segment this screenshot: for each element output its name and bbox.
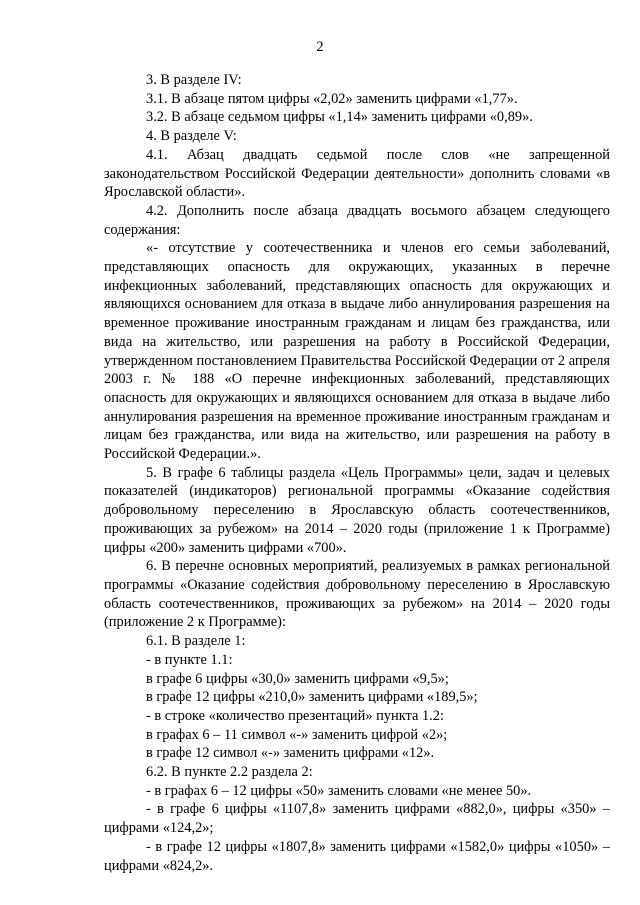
paragraph-4: 4. В разделе V: (146, 128, 237, 145)
list-item: в графе 12 символ «-» заменить цифрами «12». (146, 745, 435, 762)
paragraph-4-2: 4.2. Дополнить после абзаца двадцать восьмого абзацем следующего содержания: (104, 202, 610, 238)
paragraph-3: 3. В разделе IV: (146, 72, 242, 88)
paragraph-6-2: 6.2. В пункте 2.2 раздела 2: (146, 764, 313, 781)
page-number: 2 (316, 39, 324, 55)
list-item: в графах 6 – 11 символ «-» заменить цифрой «2»; (146, 726, 448, 743)
paragraph-3-1: 3.1. В абзаце пятом цифры «2,02» заменить цифрами «1,77». (146, 90, 518, 107)
paragraph-6: 6. В перечне основных мероприятий, реализуемых в рамках региональной программы «Оказание содействия добровольному переселению в Ярославскую область соотечественников, проживающих за рубежом» на 2014 – 2020 годы (приложение 2 к Программе): (104, 558, 610, 631)
list-item: - в графе 12 цифры «1807,8» заменить цифрами «1582,0» цифры «1050» – цифрами «824,2». (104, 838, 610, 874)
list-item: в графе 12 цифры «210,0» заменить цифрами «189,5»; (146, 689, 478, 706)
paragraph-3-2: 3.2. В абзаце седьмом цифры «1,14» заменить цифрами «0,89». (146, 109, 533, 126)
list-item: - в графах 6 – 12 цифры «50» заменить словами «не менее 50». (146, 782, 532, 799)
list-item: - в графе 6 цифры «1107,8» заменить цифрами «882,0», цифры «350» – цифрами «124,2»; (104, 801, 610, 837)
document-body (104, 71, 610, 875)
paragraph-5: 5. В графе 6 таблицы раздела «Цель Программы» цели, задач и целевых показателей (индикаторов) региональной программы «Оказание содействия добровольному переселению в Ярославскую область соотечественников, проживающих за рубежом» на 2014 – 2020 годы (приложение 1 к Программе) цифры «200» заменить цифрами «700». (104, 464, 610, 556)
paragraph-quote: «- отсутствие у соотечественника и членов его семьи заболеваний, представляющих опасность для окружающих, указанных в перечне инфекционных заболеваний, представляющих опасность для окружающих и являющихся основанием для отказа в выдаче либо аннулирования разрешения на временное проживание иностранным гражданам и лицам без гражданства, или вида на жительство, или разрешения на работу в Российской Федерации, утвержденном постановлением Правительства Российской Федерации от 2 апреля 2003 г. № 188 «О перечне инфекционных заболеваний, представляющих опасность для окружающих и являющихся основанием для отказа в выдаче либо аннулирования разрешения на временное проживание иностранным гражданам и лицам без гражданства, или вида на жительство, или разрешения на работу в Российской Федерации.». (104, 240, 610, 463)
paragraph-4-1: 4.1. Абзац двадцать седьмой после слов «не запрещенной законодательством Российской Федерации деятельности» дополнить словами «в Ярославской области». (104, 146, 610, 201)
paragraph-6-1: 6.1. В разделе 1: (146, 633, 246, 650)
list-item: - в строке «количество презентаций» пункта 1.2: (146, 707, 444, 724)
list-item: в графе 6 цифры «30,0» заменить цифрами «9,5»; (146, 670, 449, 687)
list-item: - в пункте 1.1: (146, 651, 233, 668)
